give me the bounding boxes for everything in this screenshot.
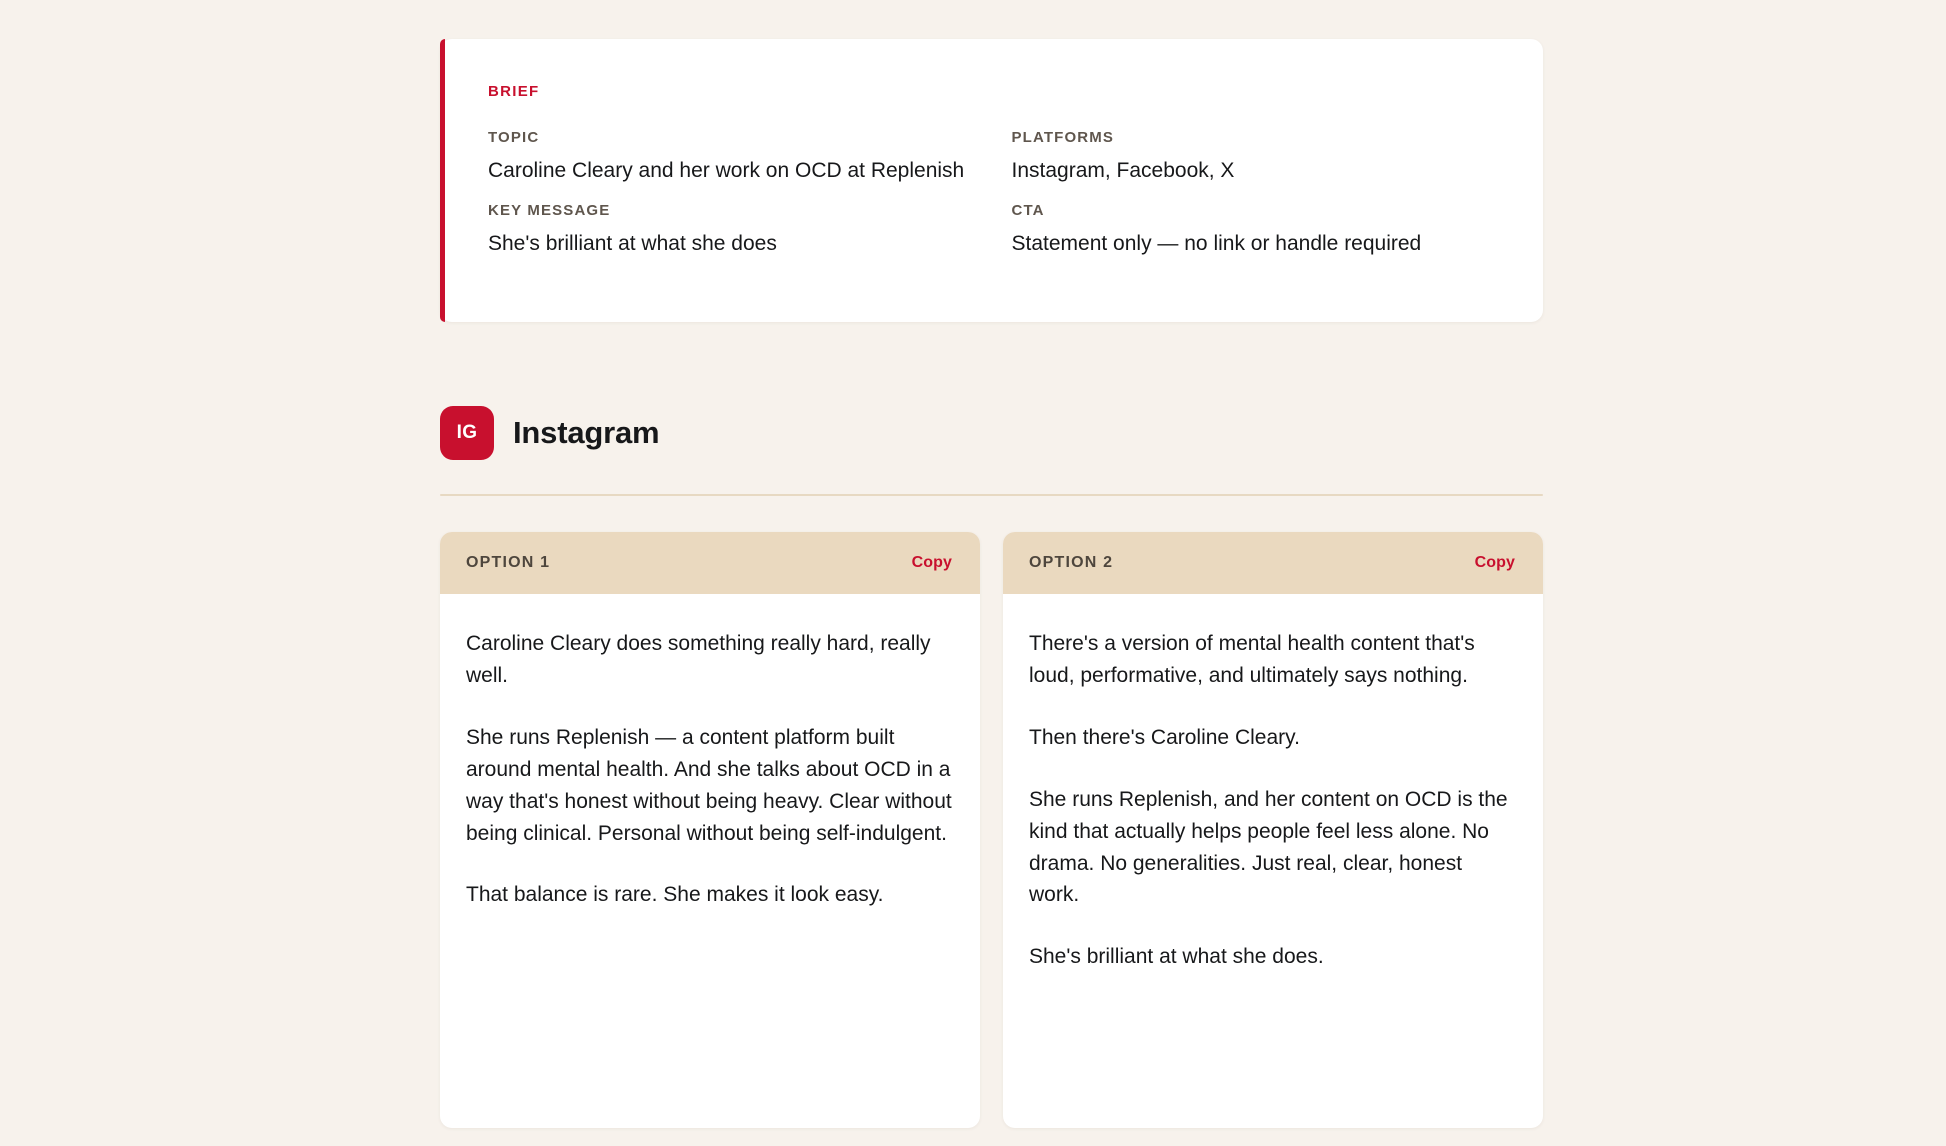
brief-field-key-message [488, 202, 972, 257]
brief-accent-bar [440, 39, 445, 322]
option-card-grid [440, 532, 1543, 1128]
instagram-badge-icon: IG [440, 406, 494, 460]
brief-field-topic [488, 129, 972, 184]
copy-button-option-1[interactable]: Copy [910, 550, 954, 576]
option-1-paragraph: Caroline Cleary does something really hard, really well. [466, 632, 931, 687]
brief-column-right [1012, 129, 1496, 184]
brief-field-platforms-label: PLATFORMS [1011, 129, 1115, 146]
brief-column-right-2 [1012, 202, 1496, 257]
brief-field-key-message-label: KEY MESSAGE [488, 202, 611, 220]
brief-eyebrow-label: BRIEF [488, 83, 540, 100]
option-card-2-body [1003, 594, 1543, 1128]
brief-card [440, 39, 1543, 322]
option-2-paragraph: There's a version of mental health content that's loud, performative, and ultimately says nothing. [1029, 632, 1475, 687]
option-2-paragraph: Then there's Caroline Cleary. [1029, 725, 1300, 749]
platform-header [440, 406, 1543, 460]
brief-field-cta-label: CTA [1011, 202, 1045, 220]
brief-field-platforms-value: Instagram, Facebook, X [1011, 159, 1235, 182]
option-card-2 [1003, 532, 1543, 1128]
option-card-1-title: OPTION 1 [466, 554, 551, 571]
brief-field-cta-value: Statement only — no link or handle required [1011, 232, 1422, 256]
option-card-2-title: OPTION 2 [1029, 554, 1114, 571]
brief-field-topic-label: TOPIC [488, 129, 540, 146]
content-column [440, 0, 1543, 1128]
copy-button-option-2[interactable]: Copy [1473, 550, 1517, 576]
option-card-1-header [440, 532, 980, 594]
option-2-paragraph: She's brilliant at what she does. [1029, 945, 1324, 969]
platform-title: Instagram [513, 415, 660, 450]
platform-divider [440, 494, 1543, 496]
brief-column-left [488, 129, 972, 184]
option-2-paragraph: She runs Replenish, and her content on OCD is the kind that actually helps people feel less alone. No drama. No generalities. Just real, clear, honest work. [1029, 787, 1508, 907]
brief-column-left-2 [488, 202, 972, 257]
option-card-2-header [1003, 532, 1543, 594]
brief-field-platforms [1012, 129, 1496, 184]
option-1-paragraph: That balance is rare. She makes it look easy. [466, 883, 884, 907]
brief-field-cta [1012, 202, 1496, 257]
option-card-1-body [440, 594, 980, 1128]
brief-field-key-message-value: She's brilliant at what she does [488, 232, 777, 256]
brief-inner [440, 83, 1543, 258]
option-card-1 [440, 532, 980, 1128]
brief-field-grid [488, 129, 1495, 258]
option-1-paragraph: She runs Replenish — a content platform built around mental health. And she talks about OCD in a way that's honest without being heavy. Clear without being clinical. Personal without being self-indulgent. [466, 725, 952, 845]
brief-field-topic-value: Caroline Cleary and her work on OCD at Replenish [488, 159, 965, 182]
